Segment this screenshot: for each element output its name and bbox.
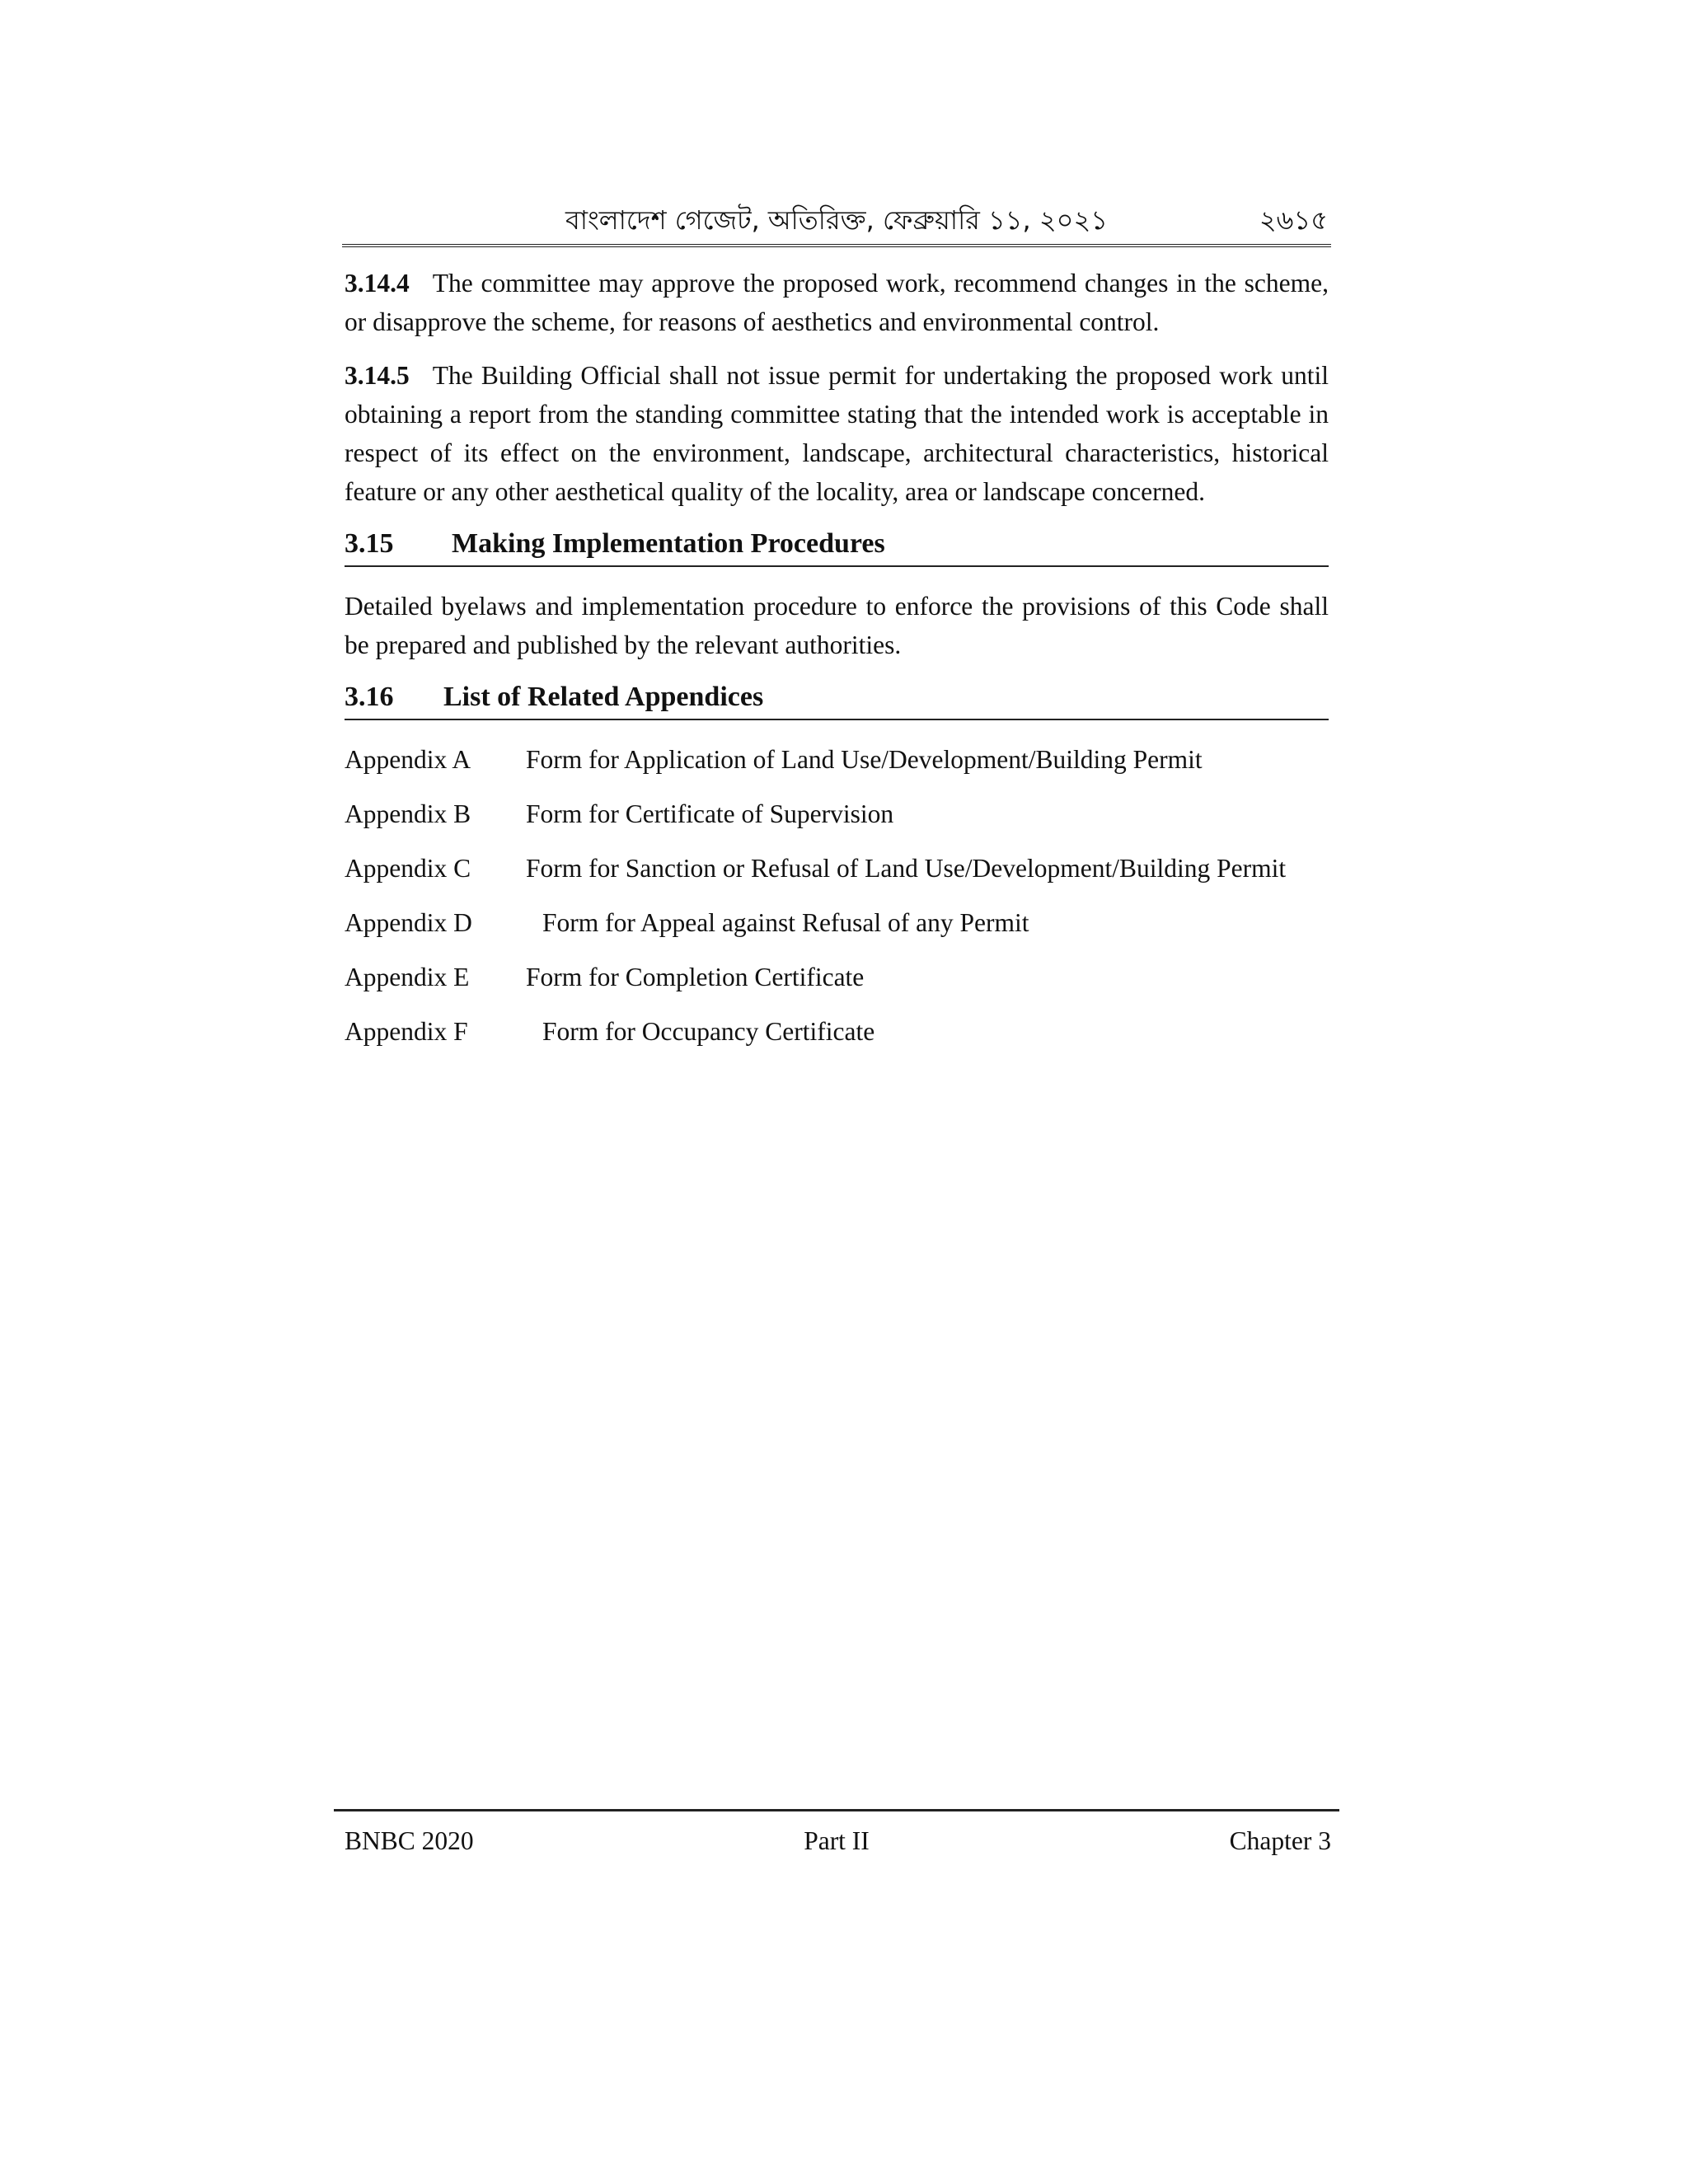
list-item — [345, 1012, 1329, 1051]
section-heading-3-15 — [345, 526, 1329, 567]
section-3-15-body — [345, 587, 1329, 664]
appendix-label: Appendix F — [345, 1017, 468, 1046]
list-item — [345, 849, 1329, 888]
section-number: 3.15 — [345, 528, 394, 559]
footer-part: Part II — [804, 1826, 870, 1855]
list-item — [345, 903, 1329, 942]
appendix-title: Form for Sanction or Refusal of Land Use/Development/Building Permit — [526, 854, 1287, 883]
clause-3-14-4 — [345, 264, 1329, 341]
appendix-label: Appendix E — [345, 963, 470, 991]
page-footer — [334, 1809, 1339, 1855]
clause-3-14-5 — [345, 356, 1329, 511]
footer-code-name: BNBC 2020 — [345, 1826, 474, 1855]
list-item — [345, 740, 1329, 779]
page-header — [342, 191, 1331, 247]
page-content — [345, 264, 1329, 1066]
list-item — [345, 958, 1329, 996]
appendix-label: Appendix A — [345, 745, 471, 774]
footer-chapter: Chapter 3 — [1229, 1826, 1331, 1855]
appendix-title: Form for Application of Land Use/Development/Building Permit — [526, 745, 1203, 774]
clause-number: 3.14.4 — [345, 269, 410, 298]
clause-text: The committee may approve the proposed work, recommend changes in the scheme, or disapprove the scheme, for reasons of aesthetics and environmental control. — [345, 269, 1329, 336]
clause-text: The Building Official shall not issue permit for undertaking the proposed work until obtaining a report from the standing committee stating that the intended work is acceptable in respect of its effect on the environment, landscape, architectural characteristics, historical feature or any other aesthetical quality of the locality, area or landscape concerned. — [345, 361, 1329, 506]
clause-number: 3.14.5 — [345, 361, 410, 390]
appendix-title: Form for Certificate of Supervision — [526, 799, 894, 828]
page-number: ২৬১৫ — [1259, 204, 1328, 236]
section-body-text: Detailed byelaws and implementation procedure to enforce the provisions of this Code shall be prepared and published by the relevant authorities. — [345, 592, 1329, 659]
appendix-list — [345, 740, 1329, 1051]
appendix-title: Form for Occupancy Certificate — [542, 1017, 875, 1046]
appendix-label: Appendix D — [345, 908, 472, 937]
section-title: List of Related Appendices — [443, 682, 764, 712]
section-heading-3-16 — [345, 679, 1329, 720]
section-number: 3.16 — [345, 682, 394, 712]
gazette-title: বাংলাদেশ গেজেট, অতিরিক্ত, ফেব্রুয়ারি ১১, ২০২১ — [565, 204, 1109, 236]
appendix-label: Appendix C — [345, 854, 471, 883]
section-title: Making Implementation Procedures — [452, 528, 885, 559]
appendix-label: Appendix B — [345, 799, 471, 828]
list-item — [345, 794, 1329, 833]
appendix-title: Form for Completion Certificate — [526, 963, 865, 991]
appendix-title: Form for Appeal against Refusal of any Permit — [542, 908, 1029, 937]
